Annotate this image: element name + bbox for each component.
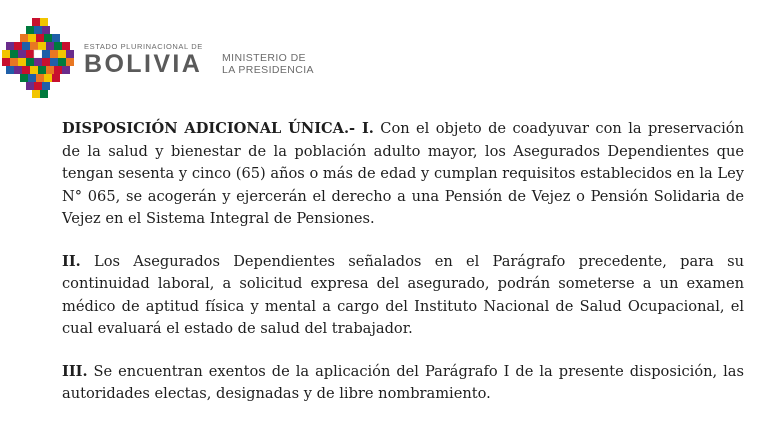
state-line: ESTADO PLURINACIONAL DE bbox=[84, 42, 203, 51]
ministry-name bbox=[222, 52, 314, 76]
ministry-line-2: LA PRESIDENCIA bbox=[222, 64, 314, 76]
paragraph-iii-lead: III. bbox=[62, 362, 88, 380]
brand-lockup bbox=[84, 42, 203, 77]
page-header bbox=[0, 14, 400, 102]
paragraph-ii-lead: II. bbox=[62, 252, 81, 270]
paragraph-iii bbox=[62, 361, 744, 406]
paragraph-i-text: Con el objeto de coadyuvar con la preservación de la salud y bienestar de la población adulto mayor, los Asegurados Dependientes que tengan sesenta y cinco (65) años o más de edad y cumplan requisitos establecidos en la Ley N° 065, se acogerán y ejercerán el derecho a una Pensión de Vejez o Pensión Solidaria de Vejez en el Sistema Integral de Pensiones. bbox=[62, 120, 744, 227]
paragraph-i-lead: DISPOSICIÓN ADICIONAL ÚNICA.- I. bbox=[62, 120, 374, 137]
paragraph-ii bbox=[62, 251, 744, 341]
paragraph-ii-text: Los Asegurados Dependientes señalados en el Parágrafo precedente, para su continuidad laboral, a solicitud expresa del asegurado, podrán someterse a un examen médico de aptitud física y mental a cargo del Instituto Nacional de Salud Ocupacional, el cual evaluará el estado de salud del trabajador. bbox=[62, 252, 744, 337]
paragraph-iii-text: Se encuentran exentos de la aplicación del Parágrafo I de la presente disposición, las autoridades electas, designadas y de libre nombramiento. bbox=[62, 362, 744, 402]
document-body bbox=[62, 118, 744, 426]
ministry-line-1: MINISTERIO DE bbox=[222, 52, 306, 64]
paragraph-i bbox=[62, 118, 744, 231]
country-name: BOLIVIA bbox=[84, 50, 203, 78]
chakana-wiphala-emblem-icon bbox=[2, 18, 78, 98]
